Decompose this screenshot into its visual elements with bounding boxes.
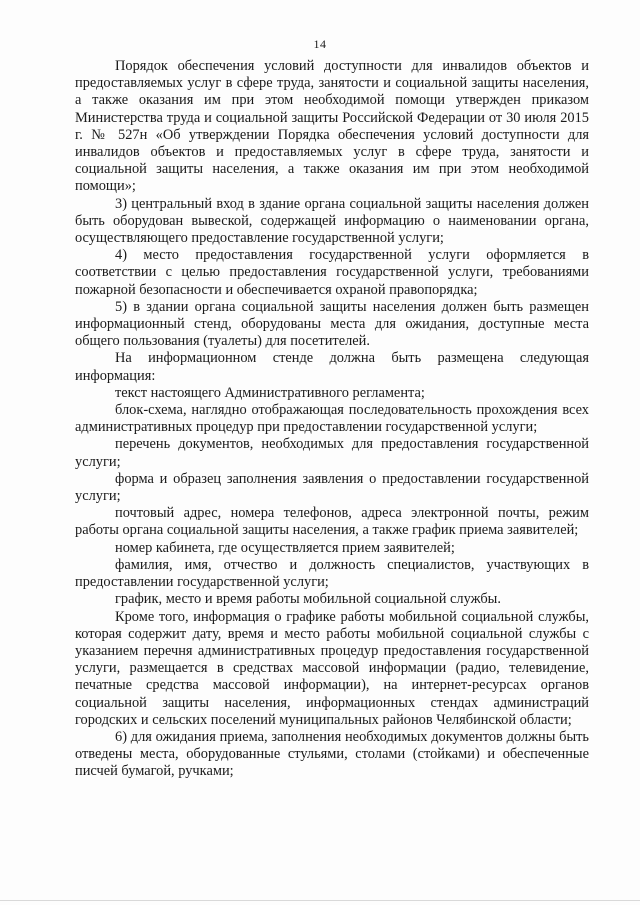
page-number: 14 — [313, 37, 327, 51]
paragraph: график, место и время работы мобильной социальной службы. — [115, 591, 501, 608]
paragraph: текст настоящего Административного регламента; — [115, 384, 425, 401]
scan-edge-divider — [0, 900, 640, 901]
paragraph: перечень документов, необходимых для предоставления государственной услуги; — [75, 436, 589, 470]
paragraph: 6) для ожидания приема, заполнения необходимых документов должны быть отведены места, оборудованные стульями, столами (стойками) и обеспеченные писчей бумагой, ручками; — [75, 728, 589, 780]
paragraph: 5) в здании органа социальной защиты населения должен быть размещен информационный стенд, оборудованы места для ожидания, доступные места общего пользования (туалеты) для посетителей. — [75, 298, 589, 350]
paragraph: почтовый адрес, номера телефонов, адреса электронной почты, режим работы органа социальной защиты населения, а также график приема заявителей; — [75, 505, 589, 539]
paragraph: номер кабинета, где осуществляется прием заявителей; — [115, 539, 455, 556]
paragraph: Порядок обеспечения условий доступности для инвалидов объектов и предоставляемых услуг в сфере труда, занятости и социальной защиты населения, а также оказания им при этом необходимой помощи утвержден приказом Министерства труда и социальной защиты Российской Федерации от 30 июля 2015 г. № 527н «Об утверждении Порядка обеспечения условий доступности для инвалидов объектов и предоставляемых услуг в сфере труда, занятости и социальной защиты населения, а также оказания им при этом необходимой помощи»; — [75, 58, 589, 195]
paragraph: 3) центральный вход в здание органа социальной защиты населения должен быть оборудован вывеской, содержащей информацию о наименовании органа, осуществляющего предоставление государственной услуги; — [75, 195, 589, 247]
document-body — [75, 58, 589, 781]
paragraph: фамилия, имя, отчество и должность специалистов, участвующих в предоставлении государственной услуги; — [75, 556, 589, 591]
paragraph: блок-схема, наглядно отображающая последовательность прохождения всех административных процедур при предоставлении государственной услуги; — [75, 402, 589, 436]
paragraph: форма и образец заполнения заявления о предоставлении государственной услуги; — [75, 470, 589, 505]
paragraph: 4) место предоставления государственной услуги оформляется в соответствии с целью предоставления государственной услуги, требованиями пожарной безопасности и обеспечивается охраной правопорядка; — [75, 247, 589, 298]
paragraph: Кроме того, информация о графике работы мобильной социальной службы, которая содержит дату, время и место работы мобильной социальной службы с указанием перечня административных процедур предоставления государственной услуги, размещается в средствах массовой информации (радио, телевидение, печатные средства массовой информации), на интернет-ресурсах органов социальной защиты населения, информационных стендах администраций городских и сельских поселений муниципальных районов Челябинской области; — [75, 608, 589, 728]
paragraph: На информационном стенде должна быть размещена следующая информация: — [75, 350, 589, 384]
